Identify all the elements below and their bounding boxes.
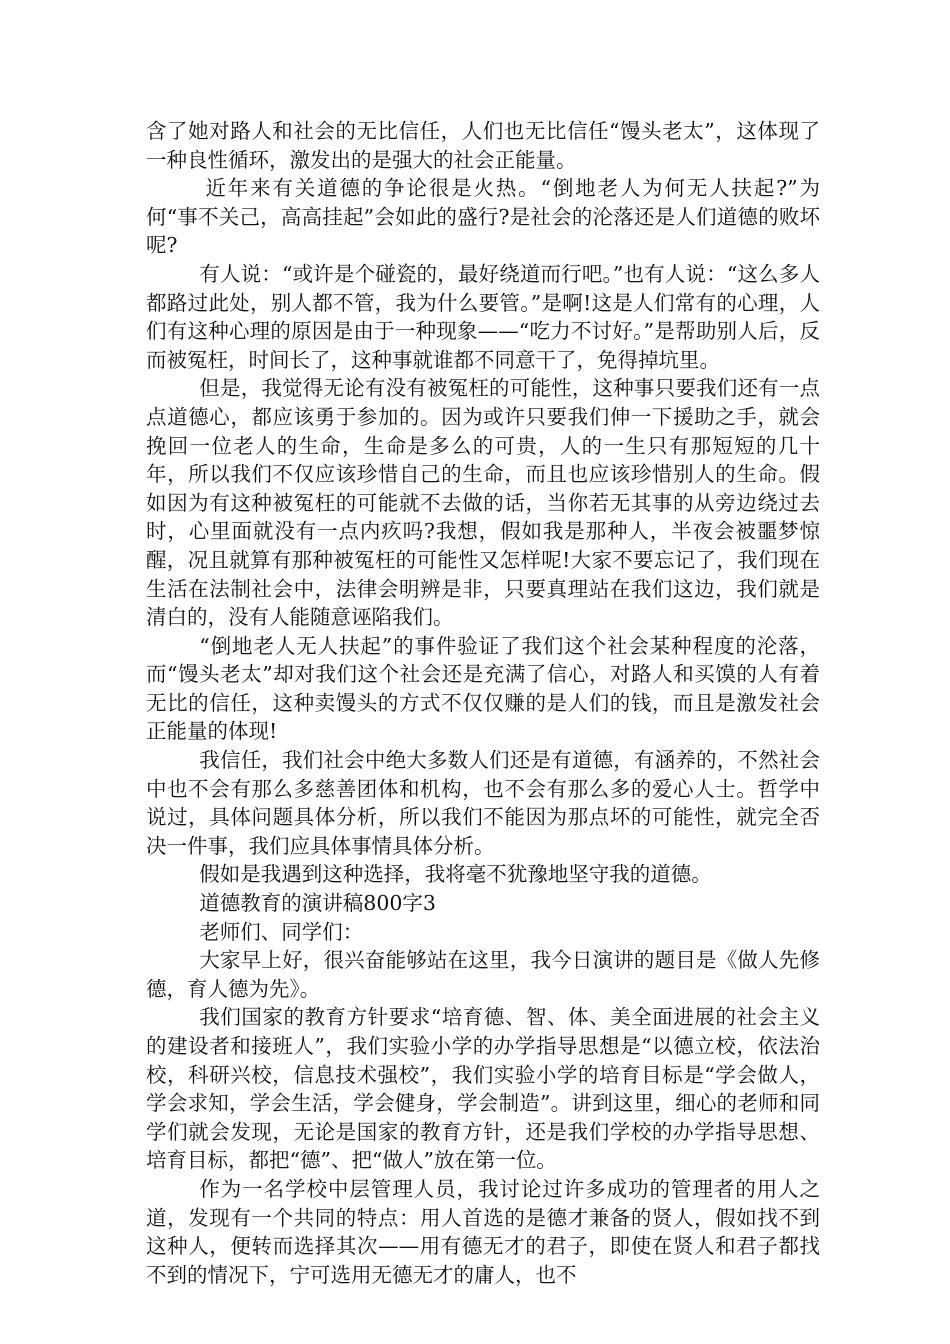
salutation: 老师们、同学们： — [199, 919, 364, 944]
paragraph-2: 近年来有关道德的争论很是火热。“倒地老人为何无人扶起?”为何“事不关己，高高挂起”会如此的盛行?是社会的沦落还是人们道德的败坏呢? — [146, 176, 820, 258]
speech-heading: 道德教育的演讲稿800字3 — [199, 891, 436, 916]
paragraph-5: “倒地老人无人扶起”的事件验证了我们这个社会某种程度的沦落，而“馒头老太”却对我们这个社会还是充满了信心，对路人和买馍的人有着无比的信任，这种卖馒头的方式不仅仅赚的是人们的钱，而且是激发社会正能量的体现! — [146, 633, 820, 744]
paragraph-1: 含了她对路人和社会的无比信任，人们也无比信任“馒头老太”，这体现了一种良性循环，激发出的是强大的社会正能量。 — [146, 119, 820, 172]
paragraph-6: 我信任，我们社会中绝大多数人们还是有道德，有涵养的，不然社会中也不会有那么多慈善团体和机构，也不会有那么多的爱心人士。哲学中说过，具体问题具体分析，所以我们不能因为那点坏的可能性，就完全否决一件事，我们应具体事情具体分析。 — [146, 748, 820, 858]
paragraph-4: 但是，我觉得无论有没有被冤枉的可能性，这种事只要我们还有一点点道德心，都应该勇于参加的。因为或许只要我们伸一下援助之手，就会挽回一位老人的生命，生命是多么的可贵，人的一生只有那短短的几十年，所以我们不仅应该珍惜自己的生命，而且也应该珍惜别人的生命。假如因为有这种被冤枉的可能就不去做的话，当你若无其事的从旁边绕过去时，心里面就没有一点内疚吗?我想，假如我是那种人，半夜会被噩梦惊醒，况且就算有那种被冤枉的可能性又怎样呢!大家不要忘记了，我们现在生活在法制社会中，法律会明辨是非，只要真理站在我们这边，我们就是清白的，没有人能随意诬陷我们。 — [146, 376, 820, 630]
paragraph-education-policy: 我们国家的教育方针要求“培育德、智、体、美全面进展的社会主义的建设者和接班人”，我们实验小学的办学指导思想是“以德立校，依法治校，科研兴校，信息技术强校”，我们实验小学的培育目标是“学会做人，学会求知，学会生活，学会健身，学会制造”。讲到这里，细心的老师和同学们就会发现，无论是国家的教育方针，还是我们学校的办学指导思想、培育目标，都把“德”、把“做人”放在第一位。 — [146, 1005, 820, 1173]
paragraph-3: 有人说：“或许是个碰瓷的，最好绕道而行吧。”也有人说：“这么多人都路过此处，别人都不管，我为什么要管。”是啊!这是人们常有的心理，人们有这种心理的原因是由于一种现象——“吃力不讨好。”是帮助别人后，反而被冤枉，时间长了，这种事就谁都不同意干了，免得掉坑里。 — [146, 261, 820, 372]
paragraph-7: 假如是我遇到这种选择，我将毫不犹豫地坚守我的道德。 — [199, 862, 712, 887]
paragraph-management: 作为一名学校中层管理人员，我讨论过许多成功的管理者的用人之道，发现有一个共同的特点：用人首选的是德才兼备的贤人，假如找不到这种人，便转而选择其次——用有德无才的君子，即使在贤人和君子都找不到的情况下，宁可选用无德无才的庸人，也不 — [146, 1176, 820, 1287]
document-page — [146, 117, 820, 1289]
paragraph-greeting: 大家早上好，很兴奋能够站在这里，我今日演讲的题目是《做人先修德，育人德为先》。 — [146, 948, 820, 1001]
